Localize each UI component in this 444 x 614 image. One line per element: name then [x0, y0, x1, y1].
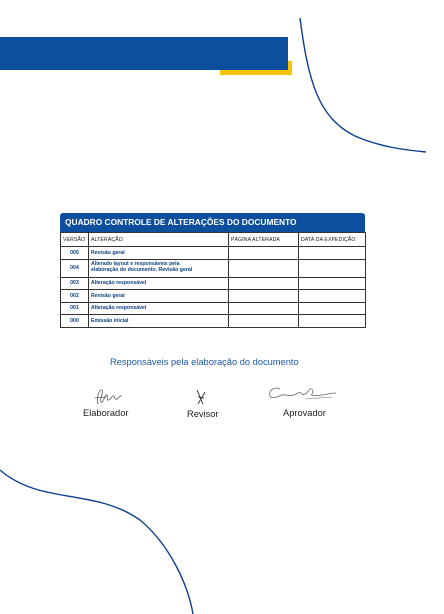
change-control-table — [60, 213, 365, 328]
cell-date — [299, 315, 366, 328]
table-row — [61, 259, 366, 277]
cell-date — [299, 302, 366, 315]
cell-version: 000 — [61, 315, 89, 328]
cell-page — [229, 277, 299, 290]
cell-change: Alteração responsável — [89, 277, 229, 290]
cell-date — [299, 277, 366, 290]
cell-version: 002 — [61, 290, 89, 303]
cell-change — [89, 259, 229, 277]
elaborador-signature — [92, 386, 124, 408]
cell-version: 003 — [61, 277, 89, 290]
cell-version: 001 — [61, 302, 89, 315]
cell-version: 005 — [61, 247, 89, 260]
responsibles-title: Responsáveis pela elaboração do documento — [110, 357, 299, 367]
cell-change: Revisão geral — [89, 247, 229, 260]
header-bar — [0, 37, 288, 70]
header-change: ALTERAÇÃO — [89, 233, 229, 247]
cell-page — [229, 259, 299, 277]
aprovador-label: Aprovador — [283, 408, 326, 418]
cell-change: Alteração responsável — [89, 302, 229, 315]
cell-page — [229, 302, 299, 315]
table-row — [61, 247, 366, 260]
revisor-signature — [194, 388, 208, 406]
cell-change: Emissão inicial — [89, 315, 229, 328]
cell-change: Revisão geral — [89, 290, 229, 303]
table-row — [61, 290, 366, 303]
cell-page — [229, 315, 299, 328]
table-row — [61, 277, 366, 290]
table-header-row — [61, 233, 366, 247]
header-version: VERSÃO — [61, 233, 89, 247]
elaborador-label: Elaborador — [83, 408, 129, 418]
header-page: PÁGINA ALTERADA — [229, 233, 299, 247]
cell-page — [229, 247, 299, 260]
cell-date — [299, 259, 366, 277]
table-row — [61, 315, 366, 328]
table-title: QUADRO CONTROLE DE ALTERAÇÕES DO DOCUMENTO — [60, 213, 365, 232]
cell-change-line: elaboração do documento. Revisão geral — [91, 267, 193, 273]
revisor-label: Revisor — [187, 409, 219, 419]
aprovador-signature — [266, 383, 338, 403]
cell-date — [299, 247, 366, 260]
header-date: DATA DA EXPEDIÇÃO — [299, 233, 366, 247]
cell-change-line: Alterado layout e responsáveis pela — [91, 261, 180, 268]
cell-page — [229, 290, 299, 303]
cell-date — [299, 290, 366, 303]
table-row — [61, 302, 366, 315]
cell-version: 004 — [61, 259, 89, 277]
